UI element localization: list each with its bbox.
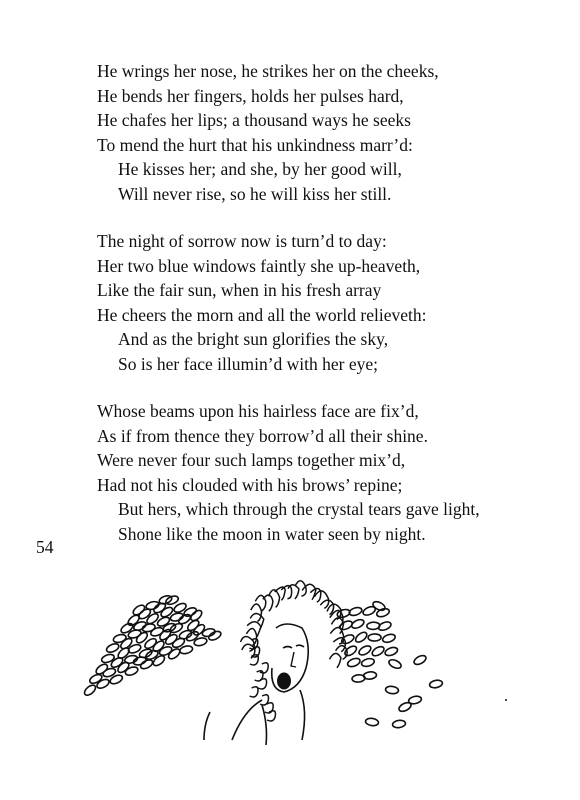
leaf	[392, 720, 406, 729]
leaf	[368, 634, 381, 641]
leaf	[346, 657, 361, 668]
body-line	[262, 705, 267, 745]
leaf	[88, 673, 103, 685]
leaf	[413, 654, 428, 667]
leaf	[377, 620, 392, 632]
shoulder-line	[232, 700, 262, 740]
hair-curl	[269, 590, 280, 608]
hair-curl	[281, 586, 291, 599]
nose	[291, 652, 296, 667]
mouth	[277, 673, 291, 690]
verse-line: Will never rise, so he will kiss her still.	[118, 183, 392, 204]
leaf	[348, 606, 363, 617]
verse-line: He kisses her; and she, by her good will,	[118, 159, 402, 179]
leaf	[382, 633, 397, 644]
leaf	[372, 600, 387, 612]
verse-line: But hers, which through the crystal tears gave light,	[118, 499, 480, 519]
hair-curl	[295, 581, 306, 596]
ink-dot	[505, 699, 507, 701]
hair-curl	[320, 600, 333, 614]
page-number: 54	[36, 537, 54, 557]
verse-line: Were never four such lamps together mix’d,	[97, 450, 406, 470]
verse-line: Like the fair sun, when in his fresh array	[97, 280, 382, 300]
leaf	[150, 626, 165, 637]
leaf	[112, 633, 126, 644]
leaf	[363, 671, 377, 680]
neck-line	[300, 690, 305, 740]
figure-drawing	[204, 581, 507, 745]
leaf	[94, 662, 109, 675]
leaf	[350, 618, 365, 630]
leaf	[408, 695, 422, 705]
leaf	[124, 665, 139, 676]
hair-curl	[288, 585, 299, 599]
leaf	[132, 603, 147, 616]
hair-curl	[330, 653, 341, 667]
verse-line: He chafes her lips; a thousand ways he seeks	[97, 110, 411, 130]
eye	[283, 647, 292, 649]
verse-line: He wrings her nose, he strikes her on the cheeks,	[97, 61, 439, 81]
leaf	[158, 645, 173, 657]
leaf	[105, 642, 120, 654]
leaf	[385, 686, 399, 695]
verse-line: Shone like the moon in water seen by night.	[118, 523, 426, 544]
hair-curl	[251, 604, 262, 621]
leaf	[371, 645, 386, 658]
verse-line: Her two blue windows faintly she up-heaveth,	[97, 255, 421, 276]
verse-line: He cheers the morn and all the world relieveth:	[97, 304, 427, 325]
leaf	[429, 679, 443, 689]
verse-line: Had not his clouded with his brows’ repine;	[97, 474, 403, 495]
hair-curl	[250, 687, 258, 697]
leaf	[361, 657, 375, 667]
leaf	[119, 622, 134, 635]
arm-line	[204, 712, 210, 740]
verse-line: The night of sorrow now is turn’d to day:	[97, 231, 387, 251]
hair-curl	[250, 613, 264, 629]
verse-line: To mend the hurt that his unkindness marr’d:	[97, 134, 413, 155]
leaf	[83, 683, 98, 697]
leaf	[388, 658, 403, 670]
leaf	[357, 644, 372, 657]
hair-curl	[302, 584, 316, 600]
verse-line: As if from thence they borrow’d all their shine.	[97, 425, 428, 446]
leaf-cluster-right	[336, 600, 443, 729]
leaf	[354, 630, 369, 644]
verse-line: And as the bright sun glorifies the sky,	[118, 329, 389, 349]
leaf	[365, 718, 379, 727]
eye	[296, 645, 304, 647]
leaf	[96, 678, 111, 690]
leaf	[185, 630, 200, 643]
leaf-cluster-left	[83, 594, 223, 697]
leaf	[133, 620, 148, 632]
verse-line: So is her face illumin’d with her eye;	[118, 353, 378, 374]
leaf	[384, 646, 399, 657]
verse-line: Whose beams upon his hairless face are fix’d,	[97, 401, 419, 421]
verse-line: He bends her fingers, holds her pulses hard,	[97, 85, 404, 106]
